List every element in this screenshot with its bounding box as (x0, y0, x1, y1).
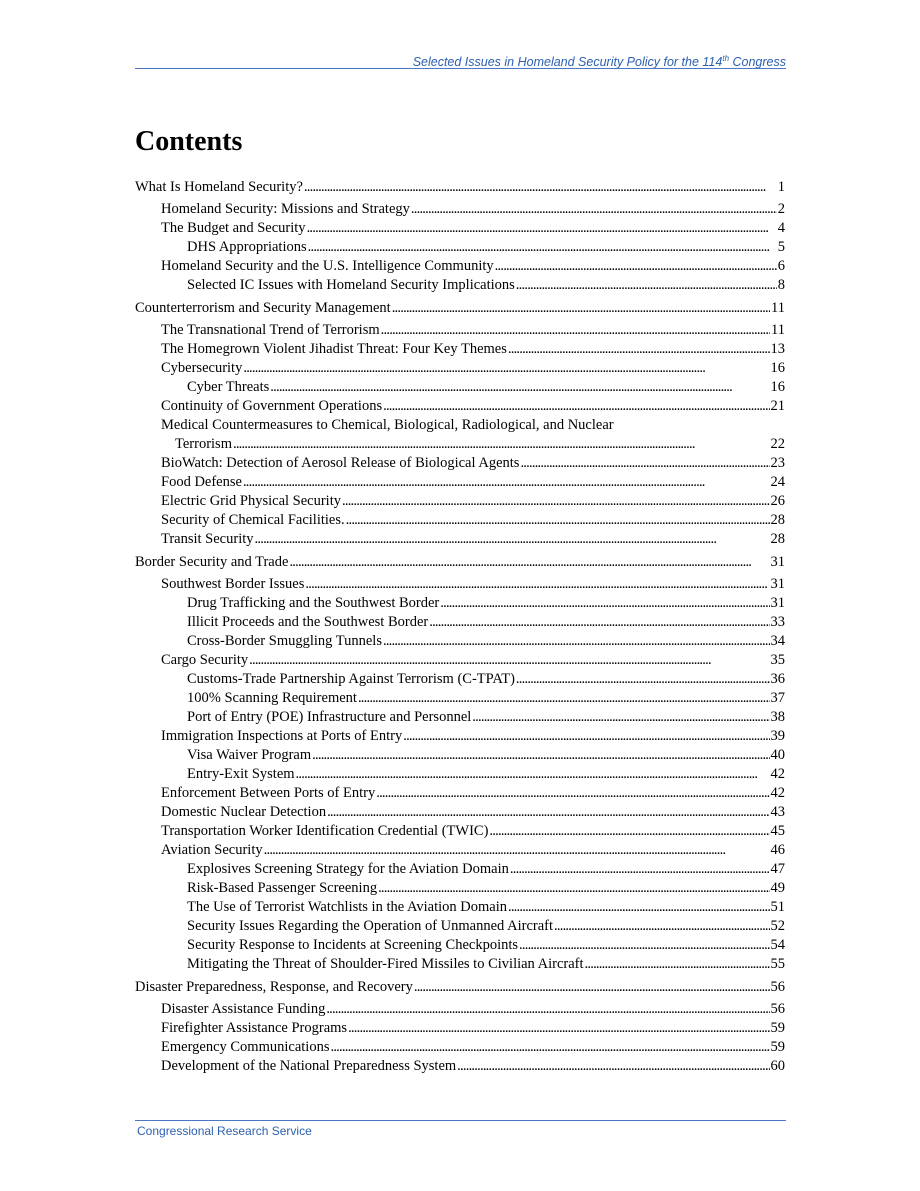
toc-entry[interactable] (135, 299, 785, 317)
toc-entry[interactable] (135, 651, 785, 669)
toc-entry[interactable] (135, 553, 785, 571)
toc-entry[interactable] (135, 841, 785, 859)
toc-page-number: 4 (777, 220, 785, 236)
toc-leader (516, 670, 770, 688)
toc-entry[interactable] (135, 257, 785, 275)
toc-entry-label: Homeland Security: Missions and Strategy (161, 201, 410, 217)
toc-entry-label: Transportation Worker Identification Credential (TWIC) (161, 823, 489, 839)
toc-page-number: 38 (770, 709, 785, 725)
toc-page-number: 36 (770, 671, 785, 687)
toc-entry-label: Illicit Proceeds and the Southwest Border (187, 614, 429, 630)
toc-leader (308, 238, 777, 256)
running-footer: Congressional Research Service (137, 1124, 312, 1138)
toc-leader (330, 1038, 769, 1056)
toc-page-number: 13 (770, 341, 785, 357)
toc-entry-label: Security Issues Regarding the Operation of Unmanned Aircraft (187, 918, 554, 934)
toc-page-number: 40 (770, 747, 785, 763)
page-title: Contents (135, 126, 243, 157)
toc-page-number: 1 (777, 179, 785, 195)
toc-entry-label: Disaster Preparedness, Response, and Recovery (135, 979, 413, 995)
toc-entry[interactable] (135, 708, 785, 726)
toc-page-number: 31 (770, 554, 785, 570)
toc-entry[interactable] (135, 784, 785, 802)
toc-page-number: 42 (770, 766, 785, 782)
toc-entry-label: Entry-Exit System (187, 766, 295, 782)
toc-page-number: 11 (771, 300, 785, 316)
toc-entry-label: Counterterrorism and Security Management (135, 300, 391, 316)
toc-page-number: 60 (770, 1058, 785, 1074)
toc-leader (403, 727, 769, 745)
toc-page-number: 21 (770, 398, 785, 414)
toc-leader (307, 219, 777, 237)
toc-leader (243, 359, 769, 377)
toc-entry-label: Emergency Communications (161, 1039, 330, 1055)
toc-entry-label: The Use of Terrorist Watchlists in the Aviation Domain (187, 899, 507, 915)
toc-entry[interactable] (135, 955, 785, 973)
toc-page-number: 39 (770, 728, 785, 744)
toc-page-number: 45 (770, 823, 785, 839)
toc-page-number: 42 (770, 785, 785, 801)
toc-leader (414, 978, 770, 996)
toc-page-number: 2 (777, 201, 785, 217)
toc-page-number: 31 (770, 595, 785, 611)
toc-entry-label-line1[interactable]: Medical Countermeasures to Chemical, Biological, Radiological, and Nuclear (161, 417, 614, 433)
toc-entry-label: Security of Chemical Facilities. (161, 512, 345, 528)
toc-page-number: 6 (777, 258, 785, 274)
toc-entry-label: Aviation Security (161, 842, 263, 858)
toc-entry[interactable] (135, 492, 785, 510)
toc-entry[interactable] (135, 632, 785, 650)
toc-entry[interactable] (135, 879, 785, 897)
toc-entry-label-line2: Terrorism (175, 436, 232, 452)
toc-entry[interactable] (135, 530, 785, 548)
toc-entry[interactable] (135, 454, 785, 472)
toc-entry-label: Selected IC Issues with Homeland Security Implications (187, 277, 515, 293)
toc-page-number: 26 (770, 493, 785, 509)
toc-entry[interactable] (135, 359, 785, 377)
toc-entry[interactable] (135, 219, 785, 237)
toc-entry[interactable] (135, 689, 785, 707)
toc-entry[interactable] (135, 1000, 785, 1018)
toc-page-number: 16 (770, 379, 785, 395)
toc-page-number: 31 (770, 576, 785, 592)
toc-entry[interactable] (135, 276, 785, 294)
toc-page-number: 46 (770, 842, 785, 858)
toc-entry-label: Enforcement Between Ports of Entry (161, 785, 376, 801)
toc-leader (312, 746, 769, 764)
toc-leader (429, 613, 769, 631)
toc-page-number: 33 (770, 614, 785, 630)
toc-entry[interactable] (135, 765, 785, 783)
toc-page-number: 34 (770, 633, 785, 649)
toc-leader (383, 397, 769, 415)
toc-leader (243, 473, 770, 491)
running-header-superscript: th (722, 53, 730, 63)
header-rule (135, 68, 786, 69)
toc-entry-label: Food Defense (161, 474, 242, 490)
toc-entry-label: Cyber Threats (187, 379, 270, 395)
toc-entry-label: Electric Grid Physical Security (161, 493, 341, 509)
toc-entry-label: Firefighter Assistance Programs (161, 1020, 348, 1036)
running-header-text-end: Congress (729, 55, 786, 69)
toc-entry[interactable] (135, 917, 785, 935)
toc-leader (326, 1000, 769, 1018)
toc-leader (289, 553, 769, 571)
toc-entry-label: Transit Security (161, 531, 254, 547)
toc-leader (255, 530, 770, 548)
toc-leader (378, 879, 769, 897)
toc-entry-label: The Homegrown Violent Jihadist Threat: Four Key Themes (161, 341, 507, 357)
toc-entry[interactable] (135, 397, 785, 415)
toc-entry-label: Continuity of Government Operations (161, 398, 383, 414)
toc-entry-label: Domestic Nuclear Detection (161, 804, 327, 820)
toc-entry-label: Disaster Assistance Funding (161, 1001, 326, 1017)
toc-entry[interactable] (135, 594, 785, 612)
toc-entry-label: What Is Homeland Security? (135, 179, 303, 195)
toc-entry-label: Immigration Inspections at Ports of Entry (161, 728, 403, 744)
toc-leader (516, 276, 777, 294)
toc-page-number: 5 (777, 239, 785, 255)
toc-entry-label: DHS Appropriations (187, 239, 307, 255)
toc-page-number: 24 (770, 474, 785, 490)
toc-entry-label: Explosives Screening Strategy for the Aviation Domain (187, 861, 509, 877)
toc-leader (508, 340, 770, 358)
toc-entry[interactable] (135, 898, 785, 916)
toc-page-number: 11 (771, 322, 785, 338)
toc-page-number: 35 (770, 652, 785, 668)
toc-entry[interactable] (135, 978, 785, 996)
toc-entry[interactable] (135, 613, 785, 631)
toc-entry-label: BioWatch: Detection of Aerosol Release of Biological Agents (161, 455, 520, 471)
toc-leader (249, 651, 769, 669)
toc-page-number: 28 (770, 531, 785, 547)
footer-rule (135, 1120, 786, 1121)
toc-page-number: 56 (770, 1001, 785, 1017)
running-header-text: Selected Issues in Homeland Security Policy for the 114 (412, 55, 723, 69)
toc-leader (510, 860, 770, 878)
toc-entry[interactable] (135, 746, 785, 764)
toc-page-number: 59 (770, 1039, 785, 1055)
toc-entry[interactable] (135, 340, 785, 358)
toc-page-number: 16 (770, 360, 785, 376)
toc-leader (508, 898, 770, 916)
toc-entry[interactable] (135, 670, 785, 688)
toc-entry[interactable] (135, 511, 785, 529)
toc-entry-label: Cybersecurity (161, 360, 243, 376)
toc-entry[interactable] (135, 378, 785, 396)
toc-leader (358, 689, 770, 707)
toc-page-number: 8 (777, 277, 785, 293)
toc-entry[interactable] (135, 860, 785, 878)
toc-leader (472, 708, 769, 726)
toc-entry[interactable] (135, 200, 785, 218)
toc-entry-label: Homeland Security and the U.S. Intelligence Community (161, 258, 494, 274)
toc-entry-label: Southwest Border Issues (161, 576, 305, 592)
toc-leader (489, 822, 769, 840)
toc-entry-label: The Transnational Trend of Terrorism (161, 322, 380, 338)
toc-page-number: 37 (770, 690, 785, 706)
toc-leader (264, 841, 770, 859)
toc-leader (392, 299, 770, 317)
toc-page-number: 55 (770, 956, 785, 972)
toc-leader (519, 936, 769, 954)
toc-leader (520, 454, 769, 472)
toc-leader (305, 575, 769, 593)
toc-leader (348, 1019, 769, 1037)
toc-entry[interactable] (135, 1057, 785, 1075)
toc-page-number: 54 (770, 937, 785, 953)
toc-page-number: 51 (770, 899, 785, 915)
toc-entry-label: 100% Scanning Requirement (187, 690, 357, 706)
toc-entry-label: Customs-Trade Partnership Against Terrorism (C-TPAT) (187, 671, 515, 687)
toc-page-number: 28 (770, 512, 785, 528)
toc-leader (554, 917, 769, 935)
toc-entry-label: Border Security and Trade (135, 554, 289, 570)
toc-entry-label: Port of Entry (POE) Infrastructure and Personnel (187, 709, 472, 725)
toc-entry[interactable] (135, 1019, 785, 1037)
toc-leader (346, 511, 770, 529)
toc-leader (327, 803, 769, 821)
toc-entry[interactable] (135, 1038, 785, 1056)
toc-page-number: 22 (770, 436, 785, 452)
toc-entry[interactable] (135, 803, 785, 821)
toc-entry-label: Mitigating the Threat of Shoulder-Fired Missiles to Civilian Aircraft (187, 956, 584, 972)
toc-page-number: 56 (770, 979, 785, 995)
toc-leader (376, 784, 769, 802)
toc-entry[interactable] (135, 178, 785, 196)
toc-entry-label: Risk-Based Passenger Screening (187, 880, 378, 896)
toc-leader (495, 257, 777, 275)
toc-leader (381, 321, 770, 339)
toc-leader (585, 955, 770, 973)
toc-entry[interactable] (135, 575, 785, 593)
toc-entry-label: Visa Waiver Program (187, 747, 312, 763)
toc-leader (270, 378, 769, 396)
toc-page-number: 47 (770, 861, 785, 877)
toc-leader (457, 1057, 769, 1075)
toc-page-number: 59 (770, 1020, 785, 1036)
toc-entry[interactable] (135, 238, 785, 256)
toc-leader (411, 200, 777, 218)
toc-leader (342, 492, 770, 510)
toc-page-number: 49 (770, 880, 785, 896)
toc-entry[interactable] (135, 435, 785, 453)
toc-leader (296, 765, 770, 783)
toc-page-number: 43 (770, 804, 785, 820)
toc-page-number: 52 (770, 918, 785, 934)
toc-leader (304, 178, 777, 196)
toc-leader (383, 632, 770, 650)
toc-entry-label: Security Response to Incidents at Screening Checkpoints (187, 937, 519, 953)
toc-entry[interactable] (135, 321, 785, 339)
toc-entry[interactable] (135, 473, 785, 491)
toc-entry[interactable] (135, 727, 785, 745)
toc-entry-label: Drug Trafficking and the Southwest Border (187, 595, 440, 611)
toc-entry[interactable] (135, 822, 785, 840)
toc-entry-label: Cargo Security (161, 652, 249, 668)
toc-page-number: 23 (770, 455, 785, 471)
toc-entry[interactable] (135, 936, 785, 954)
toc-entry-label: Development of the National Preparedness System (161, 1058, 457, 1074)
toc-leader (440, 594, 769, 612)
toc-leader (233, 435, 770, 453)
toc-entry-label: Cross-Border Smuggling Tunnels (187, 633, 382, 649)
toc-entry-label: The Budget and Security (161, 220, 306, 236)
